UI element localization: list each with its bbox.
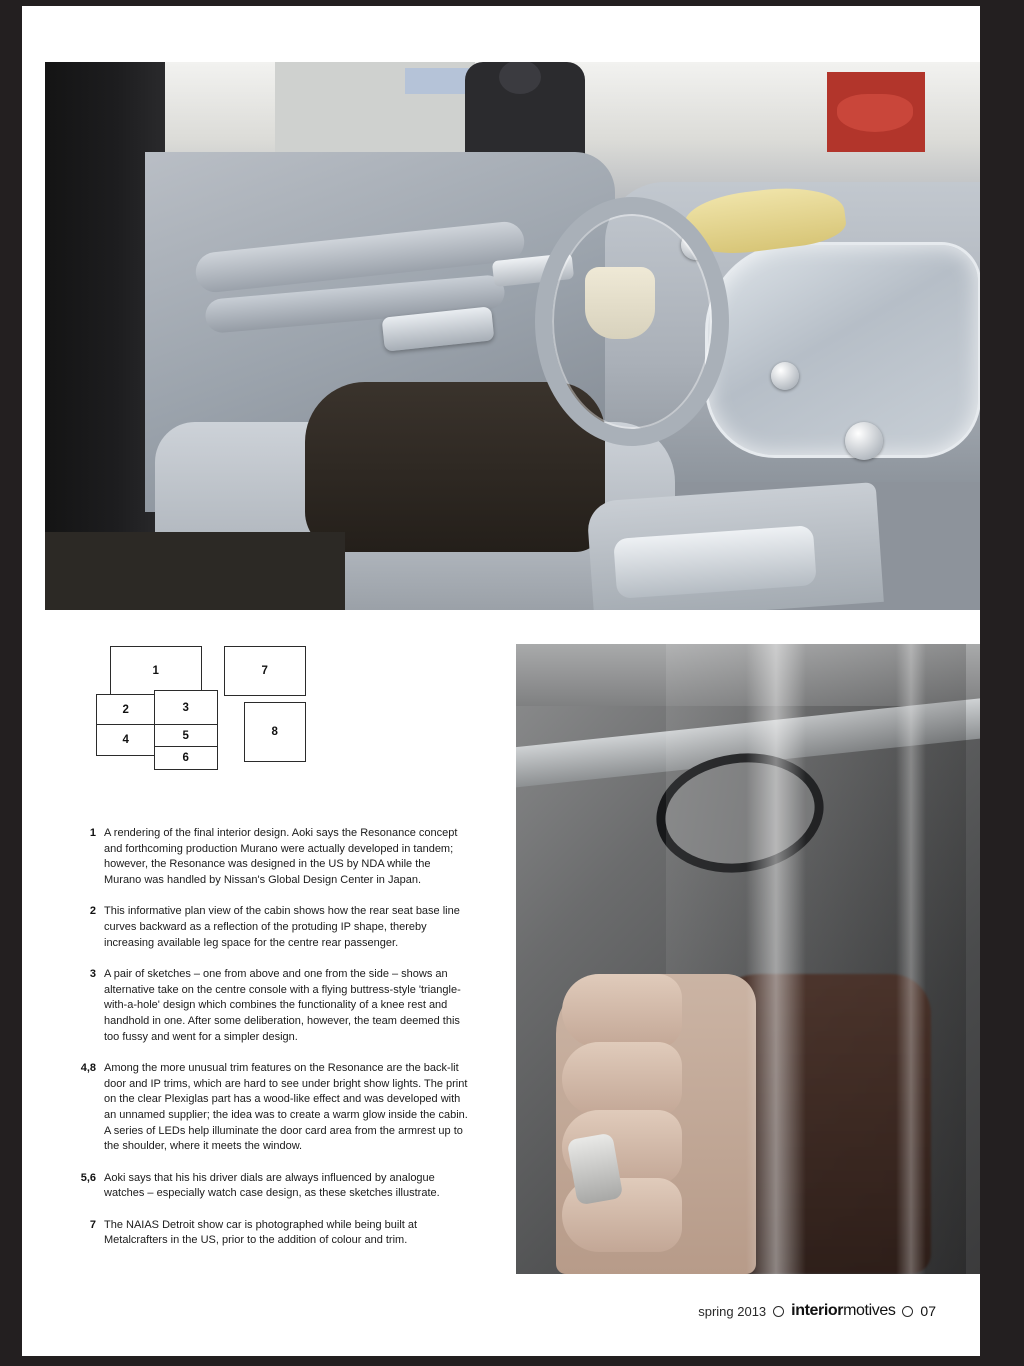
caption-number: 2 — [89, 905, 96, 918]
keymap-box-5 — [154, 724, 218, 748]
keymap-box-2 — [96, 694, 156, 726]
photo-plexiglas-trim — [705, 242, 980, 458]
photo-dash-knob-b — [771, 362, 799, 390]
keymap-label: 2 — [122, 704, 130, 716]
ring-dot-icon — [773, 1306, 784, 1317]
logo-bold-part: interior — [791, 1302, 844, 1319]
figure-key-map — [86, 646, 296, 771]
caption-text: A pair of sketches – one from above and one from the side – shows an alternative take on the centre console with a flying buttress-style 'triangle-with-a-hole' design which combines the functionality of a knee rest and handhold in one. After some deliberation, however, the team deemed this too fussy and went for a simpler design. — [104, 968, 461, 1043]
caption-number: 3 — [89, 968, 96, 981]
caption-number: 7 — [89, 1218, 96, 1231]
caption-list — [70, 826, 470, 1265]
caption-text: A rendering of the final interior design. Aoki says the Resonance concept and forthcoming production Murano were actually developed in tandem; however, the Resonance was designed in the US by NDA while the Murano was handled by Nissan's Global Design Center in Japan. — [104, 827, 458, 886]
keymap-label: 7 — [261, 665, 269, 677]
issue-label: spring 2013 — [698, 1303, 767, 1319]
caption-text: Aoki says that his his driver dials are always influenced by analogue watches – especially watch case design, as these sketches illustrate. — [104, 1171, 440, 1200]
magazine-page — [22, 6, 980, 1356]
caption-number: 1 — [89, 827, 96, 839]
keymap-box-8 — [244, 702, 306, 762]
photo-seat-back — [305, 382, 605, 552]
publication-logo — [791, 1302, 895, 1320]
keymap-box-7 — [224, 646, 306, 696]
keymap-box-3 — [154, 690, 218, 726]
photo-steering-wheel-pad — [585, 267, 655, 339]
keymap-box-6 — [154, 746, 218, 770]
caption-item — [70, 1061, 470, 1155]
page-edge-right — [980, 0, 1024, 1366]
page-number: 07 — [920, 1303, 936, 1319]
photo2-finger — [562, 1042, 682, 1116]
caption-item — [70, 904, 470, 951]
photo2-finger — [562, 974, 682, 1048]
photo2-highlight-secondary — [896, 644, 926, 1274]
ring-dot-icon — [902, 1306, 913, 1317]
page-footer — [698, 1302, 936, 1320]
caption-item — [70, 967, 470, 1045]
caption-item — [70, 1218, 470, 1249]
caption-item — [70, 1171, 470, 1202]
car-interior-photo — [45, 62, 980, 610]
keymap-box-1 — [110, 646, 202, 696]
keymap-label: 6 — [182, 752, 190, 764]
keymap-box-4 — [96, 724, 156, 756]
keymap-label: 5 — [182, 730, 190, 742]
plexiglas-trim-photo — [516, 644, 980, 1274]
photo2-highlight — [746, 644, 806, 1274]
caption-text: Among the more unusual trim features on the Resonance are the back-lit door and IP trims, which are hard to see under bright show lights. The print on the clear Plexiglas part has a wood-like effect and was developed with an unnamed supplier; the idea was to create a warm glow inside the cabin. A series of LEDs help illuminate the door card area from the armrest up to the shoulder, where it meets the window. — [104, 1062, 468, 1153]
keymap-label: 8 — [271, 726, 279, 738]
keymap-label: 4 — [122, 734, 130, 746]
caption-number: 5,6 — [80, 1171, 96, 1184]
keymap-label: 1 — [152, 665, 160, 677]
caption-item — [70, 826, 470, 888]
caption-text: The NAIAS Detroit show car is photographed while being built at Metalcrafters in the US, prior to the addition of colour and trim. — [104, 1218, 418, 1247]
caption-number: 4,8 — [80, 1062, 96, 1075]
page-edge-left — [0, 0, 22, 1366]
logo-light-part: motives — [843, 1302, 896, 1319]
keymap-label: 3 — [182, 702, 190, 714]
photo-floor — [45, 532, 345, 610]
photo-background-red-poster — [827, 72, 925, 152]
photo-dash-knob-a — [845, 422, 883, 460]
caption-text: This informative plan view of the cabin shows how the rear seat base line curves backward as a reflection of the protuding IP shape, thereby increasing available leg space for the centre rear passenger. — [104, 905, 460, 949]
page-edge-bottom — [0, 1356, 1024, 1366]
